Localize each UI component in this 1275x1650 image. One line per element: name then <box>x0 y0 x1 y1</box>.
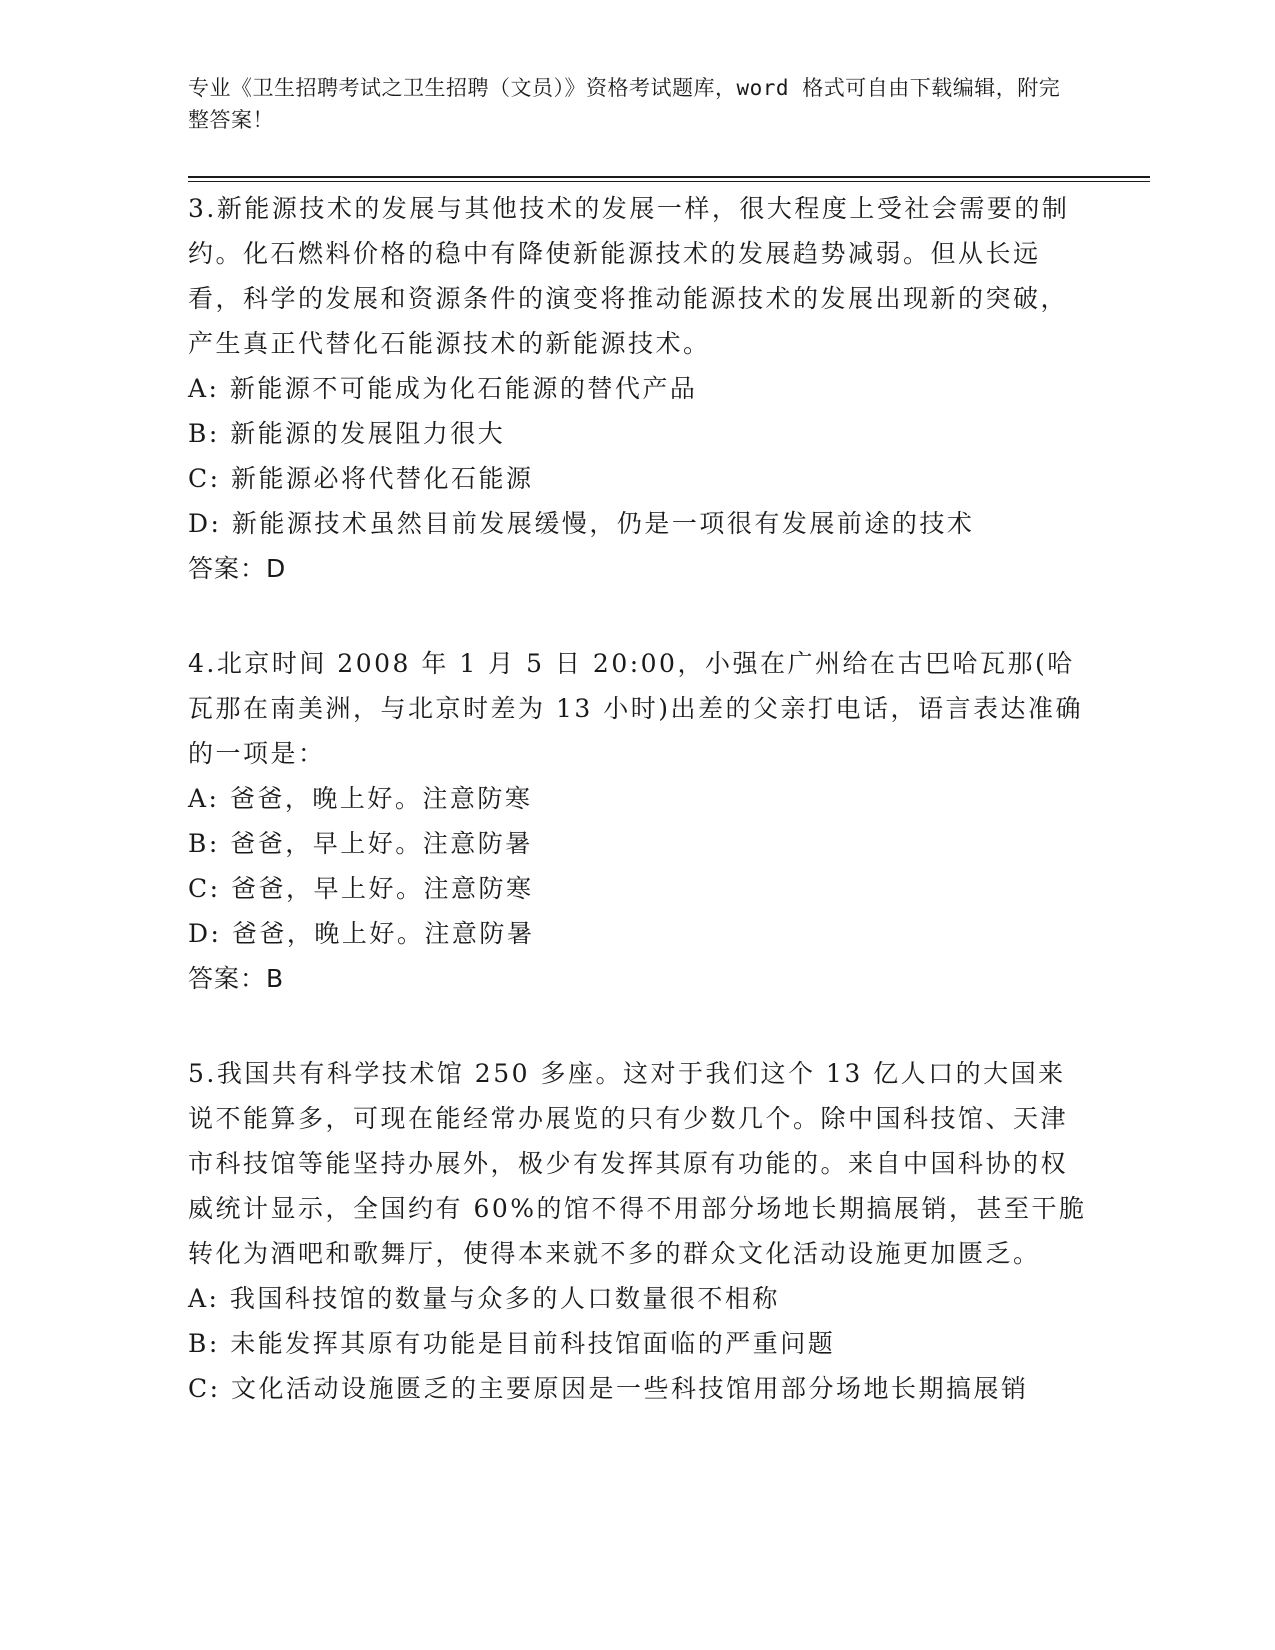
option-a: A: 新能源不可能成为化石能源的替代产品 <box>188 374 698 403</box>
answer-text: 答案：D <box>188 554 287 583</box>
option-c: C: 新能源必将代替化石能源 <box>188 464 534 493</box>
question-stem: 3.新能源技术的发展与其他技术的发展一样，很大程度上受社会需要的制约。化石燃料价格的稳中有降使新能源技术的发展趋势减弱。但从长远看，科学的发展和资源条件的演变将推动能源技术的发展出现新的突破，产生真正代替化石能源技术的新能源技术。 <box>188 194 1070 358</box>
option-b: B: 爸爸，早上好。注意防暑 <box>188 829 533 858</box>
option-d: D: 新能源技术虽然目前发展缓慢，仍是一项很有发展前途的技术 <box>188 509 975 538</box>
option-d: D: 爸爸，晚上好。注意防暑 <box>188 919 535 948</box>
question-stem: 5.我国共有科学技术馆 250 多座。这对于我们这个 13 亿人口的大国来说不能算多，可现在能经常办展览的只有少数几个。除中国科技馆、天津市科技馆等能坚持办展外，极少有发挥其原有功能的。来自中国科协的权威统计显示，全国约有 60%的馆不得不用部分场地长期搞展销，甚至干脆转化为酒吧和歌舞厅，使得本来就不多的群众文化活动设施更加匮乏。 <box>188 1059 1087 1268</box>
question-stem: 4.北京时间 2008 年 1 月 5 日 20:00，小强在广州给在古巴哈瓦那(哈瓦那在南美洲，与北京时差为 13 小时)出差的父亲打电话，语言表达准确的一项是： <box>188 649 1083 768</box>
answer-text: 答案：B <box>188 964 285 993</box>
option-c: C: 文化活动设施匮乏的主要原因是一些科技馆用部分场地长期搞展销 <box>188 1374 1029 1403</box>
question-5 <box>188 1051 1088 1411</box>
header-rule-thin <box>188 181 1150 182</box>
option-c: C: 爸爸，早上好。注意防寒 <box>188 874 534 903</box>
question-4 <box>188 641 1088 1001</box>
option-a: A: 我国科技馆的数量与众多的人口数量很不相称 <box>188 1284 780 1313</box>
option-b: B: 未能发挥其原有功能是目前科技馆面临的严重问题 <box>188 1329 836 1358</box>
option-a: A: 爸爸，晚上好。注意防寒 <box>188 784 533 813</box>
header-text: 专业《卫生招聘考试之卫生招聘（文员）》资格考试题库，word 格式可自由下载编辑，附完整答案！ <box>188 76 1061 132</box>
option-b: B: 新能源的发展阻力很大 <box>188 419 506 448</box>
question-list <box>188 186 1088 1461</box>
question-3 <box>188 186 1088 591</box>
header-rule-thick <box>188 176 1150 178</box>
